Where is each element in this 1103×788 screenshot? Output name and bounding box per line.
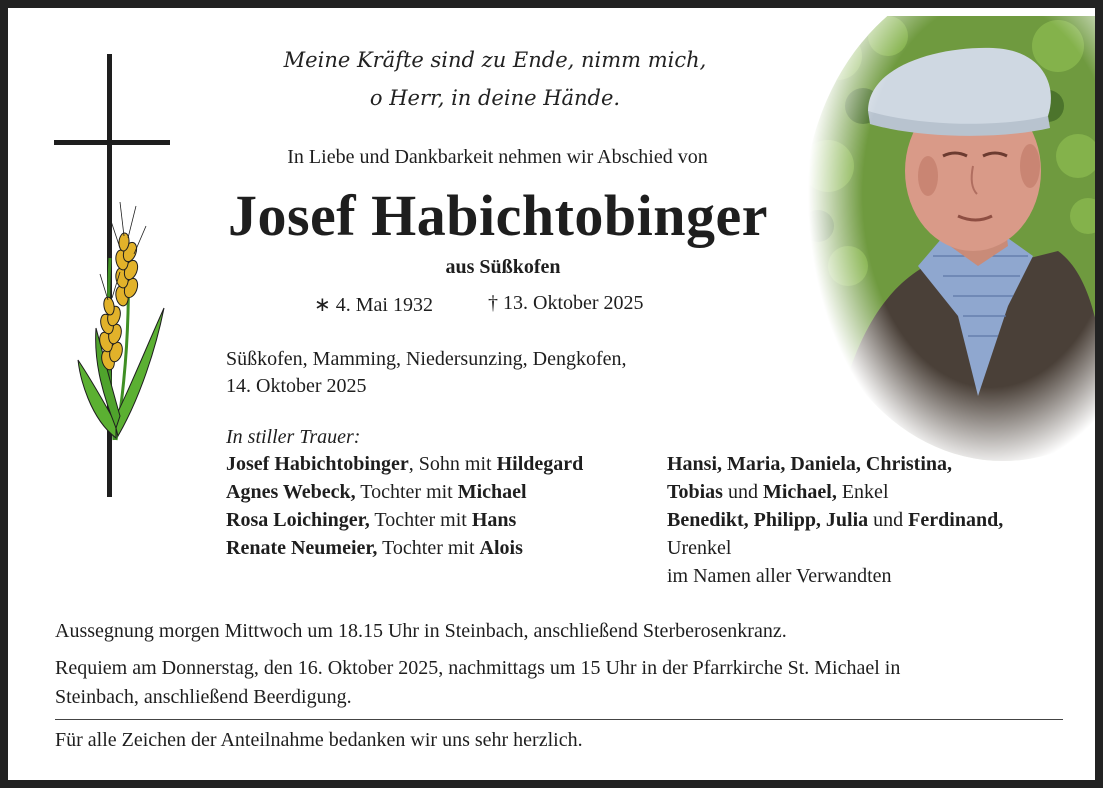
motto-line-1: Meine Kräfte sind zu Ende, nimm mich,	[283, 48, 707, 72]
mourners-left	[226, 450, 583, 562]
grandchild-name: Michael,	[762, 481, 837, 503]
blessing-info: Aussegnung morgen Mittwoch um 18.15 Uhr in Steinbach, anschließend Sterberosenkranz.	[55, 620, 787, 642]
mourning-heading: In stiller Trauer:	[226, 426, 361, 448]
relation-label: Enkel	[836, 481, 889, 503]
thanks-text: Für alle Zeichen der Anteilnahme bedanken wir uns sehr herzlich.	[55, 729, 583, 751]
death-date: † 13. Oktober 2025	[488, 292, 644, 314]
intro-text: In Liebe und Dankbarkeit nehmen wir Abschied von	[287, 146, 708, 168]
mourner-relation: Tochter mit	[377, 537, 480, 559]
mourner-partner: Alois	[479, 537, 523, 559]
mourner-name: Rosa Loichinger,	[226, 509, 370, 531]
mourner-entry	[226, 478, 583, 506]
mourner-entry	[226, 534, 583, 562]
mourner-entry	[226, 450, 583, 478]
requiem-info-line-1: Requiem am Donnerstag, den 16. Oktober 2025, nachmittags um 15 Uhr in der Pfarrkirche St. Michael in	[55, 657, 901, 679]
mourner-partner: Hildegard	[496, 453, 584, 475]
divider	[55, 719, 1063, 720]
places-line: Süßkofen, Mamming, Niedersunzing, Dengkofen,	[226, 348, 627, 370]
great-grandchildren-line	[667, 506, 1003, 534]
birth-date: ∗ 4. Mai 1932	[314, 294, 433, 316]
mourner-partner: Michael	[457, 481, 527, 503]
mourner-relation: Tochter mit	[355, 481, 458, 503]
wheat-icon	[70, 188, 180, 448]
mourner-name: Agnes Webeck,	[226, 481, 356, 503]
relation-label: Urenkel	[667, 537, 732, 559]
relatives-line: im Namen aller Verwandten	[667, 565, 892, 587]
mourner-name: Renate Neumeier,	[226, 537, 378, 559]
mourner-name: Josef Habichtobinger	[226, 453, 409, 475]
requiem-info-line-2: Steinbach, anschließend Beerdigung.	[55, 686, 352, 708]
deceased-name: Josef Habichtobinger	[227, 183, 769, 248]
grandchildren-line-2	[667, 478, 1003, 506]
grandchildren-line: Hansi, Maria, Daniela, Christina,	[667, 453, 953, 475]
great-grandchild-name: Ferdinand,	[908, 509, 1004, 531]
motto-line-2: o Herr, in deine Hände.	[369, 86, 621, 110]
notice-date: 14. Oktober 2025	[226, 375, 367, 397]
mourners-right	[667, 450, 1003, 590]
deceased-origin: aus Süßkofen	[445, 256, 561, 278]
places-and-date	[226, 346, 626, 400]
great-grandchild-names: Benedikt, Philipp, Julia	[667, 509, 869, 531]
mourner-relation: , Sohn mit	[408, 453, 497, 475]
conjunction: und	[722, 481, 763, 503]
mourner-partner: Hans	[471, 509, 517, 531]
conjunction: und	[868, 509, 909, 531]
mourner-entry	[226, 506, 583, 534]
portrait-photo	[808, 16, 1103, 461]
mourner-relation: Tochter mit	[369, 509, 472, 531]
grandchild-name: Tobias	[667, 481, 723, 503]
